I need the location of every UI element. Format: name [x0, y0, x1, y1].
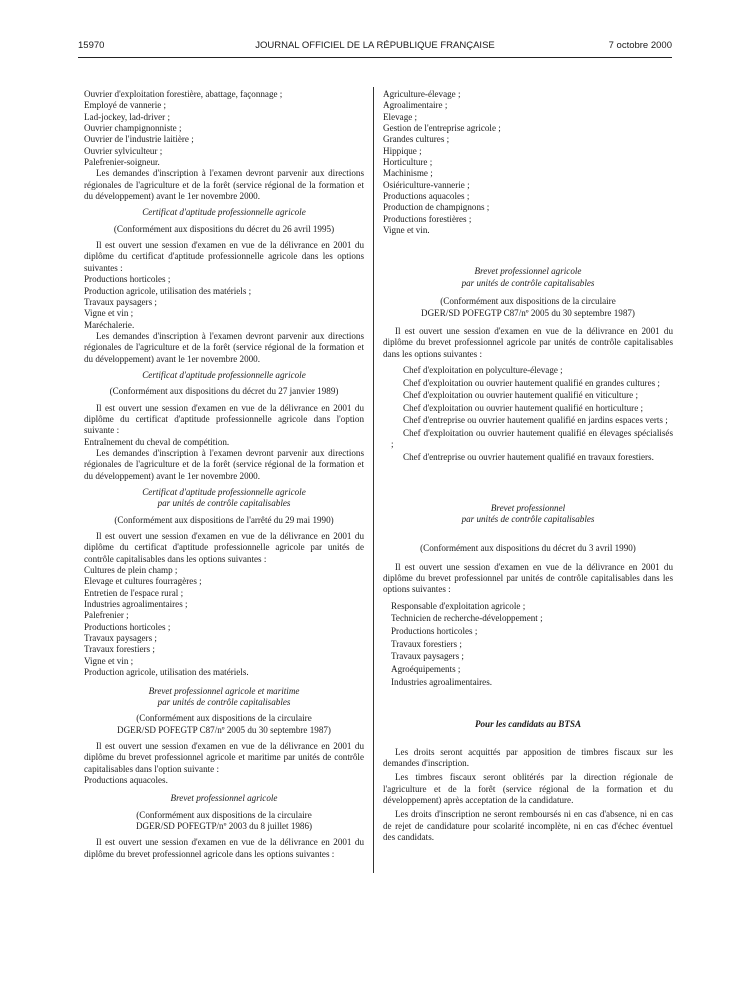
- section-reference: (Conformément aux dispositions du décret du 3 avril 1990): [420, 543, 636, 554]
- section-reference: (Conformément aux dispositions de l'arrêté du 29 mai 1990): [114, 514, 334, 525]
- section-subtitle: par unités de contrôle capitalisables: [157, 498, 291, 509]
- list-item: Travaux paysagers ;: [391, 651, 464, 662]
- right-column: [383, 89, 673, 843]
- list-item: Chef d'exploitation ou ouvrier hautement qualifié en grandes cultures ;: [403, 377, 660, 388]
- section-reference: (Conformément aux dispositions du décret du 26 avril 1995): [113, 223, 335, 234]
- list-item: Ouvrier champignonniste ;: [84, 123, 182, 134]
- list-item: Ouvrier de l'industrie laitière ;: [84, 134, 194, 145]
- section-title: Brevet professionnel agricole et maritime: [148, 685, 300, 696]
- list-item: Entretien de l'espace rural ;: [84, 587, 184, 598]
- section-title: Brevet professionnel agricole: [474, 266, 582, 277]
- list-item: Hippique ;: [383, 145, 422, 156]
- section-reference: (Conformément aux dispositions de la circulaire: [136, 809, 312, 820]
- section-title: Brevet professionnel: [490, 502, 566, 513]
- list-item: Production agricole, utilisation des matériels ;: [84, 285, 252, 296]
- list-item: Travaux paysagers ;: [84, 633, 157, 644]
- list-item: Machinisme ;: [383, 168, 433, 179]
- section-title: Pour les candidats au BTSA: [474, 719, 582, 730]
- list-item: Productions horticoles ;: [391, 626, 478, 637]
- list-item: Productions forestières ;: [383, 213, 472, 224]
- list-item: Entraînement du cheval de compétition.: [84, 436, 230, 447]
- list-item: Productions horticoles ;: [84, 274, 171, 285]
- list-item: Agroalimentaire ;: [383, 100, 448, 111]
- list-item: Maréchalerie.: [84, 319, 135, 330]
- section-intro: Il est ouvert une session d'examen en vue de la délivrance en 2001 du diplôme du certificat d'aptitude professionnelle agricole dans les options suivantes :: [84, 240, 364, 273]
- section-reference: DGER/SD POFEGTP C87/nº 2005 du 30 septembre 1987): [421, 307, 635, 318]
- list-item: Chef d'exploitation ou ouvrier hautement qualifié en viticulture ;: [403, 390, 638, 401]
- list-item: Agroéquipements ;: [391, 663, 461, 674]
- list-item: Vigne et vin.: [383, 225, 430, 236]
- section-intro: Il est ouvert une session d'examen en vue de la délivrance en 2001 du diplôme du certificat d'aptitude professionnelle agricole dans l'option suivante :: [84, 402, 364, 436]
- section-intro: Il est ouvert une session d'examen en vue de la délivrance en 2001 du diplôme du certificat d'aptitude professionnelle agricole par unités de contrôle capitalisables dans les options suivantes :: [84, 531, 364, 564]
- section-intro: Il est ouvert une session d'examen en vue de la délivrance en 2001 du diplôme du brevet professionnel par unités de contrôle capitalisables dans les options suivantes :: [383, 561, 673, 595]
- header-rule: [78, 57, 672, 58]
- paragraph: Les timbres fiscaux seront oblitérés par la direction régionale de l'agriculture et de la forêt (service régional de la formation et du développement) après acceptation de la candidature.: [383, 772, 673, 805]
- list-item: Elevage ;: [383, 111, 418, 122]
- list-item: Industries agroalimentaires.: [391, 676, 493, 687]
- page-header: [78, 40, 672, 54]
- deadline-paragraph: Les demandes d'inscription à l'examen devront parvenir aux directions régionales de l'agriculture et de la forêt (service régional de la formation et du développement) avant le 1er novembre 2000.: [84, 447, 364, 481]
- list-item: Ouvrier sylviculteur ;: [84, 145, 163, 156]
- section-reference: (Conformément aux dispositions de la circulaire: [136, 713, 312, 724]
- list-item: Horticulture ;: [383, 157, 433, 168]
- section-title: Certificat d'aptitude professionnelle agricole: [142, 207, 306, 218]
- list-item: Chef d'exploitation ou ouvrier hautement qualifié en élevages spécialisés ;: [391, 428, 673, 450]
- list-item: Chef d'exploitation en polyculture-élevage ;: [403, 364, 563, 375]
- section-intro: Il est ouvert une session d'examen en vue de la délivrance en 2001 du diplôme du brevet professionnel agricole dans les options suivantes :: [84, 837, 364, 859]
- list-item: Osiériculture-vannerie ;: [383, 179, 470, 190]
- page-number: 15970: [78, 40, 105, 51]
- list-item: Productions horticoles ;: [84, 621, 171, 632]
- section-reference: DGER/SD POFEGTP C87/nº 2005 du 30 septembre 1987): [117, 724, 331, 735]
- deadline-paragraph: Les demandes d'inscription à l'examen devront parvenir aux directions régionales de l'agriculture et de la forêt (service régional de la formation et du développement) avant le 1er novembre 2000.: [84, 168, 364, 202]
- section-reference: (Conformément aux dispositions de la circulaire: [440, 296, 616, 307]
- list-item: Agriculture-élevage ;: [383, 89, 461, 99]
- list-item: Productions aquacoles ;: [383, 191, 470, 202]
- list-item: Travaux forestiers ;: [391, 638, 462, 649]
- journal-title: JOURNAL OFFICIEL DE LA RÉPUBLIQUE FRANÇAISE: [255, 40, 495, 51]
- list-item: Palefrenier-soigneur.: [84, 157, 160, 168]
- section-title: Certificat d'aptitude professionnelle agricole: [142, 369, 306, 380]
- paragraph: Les droits seront acquittés par apposition de timbres fiscaux sur les demandes d'inscription.: [383, 746, 673, 768]
- section-intro: Il est ouvert une session d'examen en vue de la délivrance en 2001 du diplôme du brevet professionnel agricole et maritime par unités de contrôle capitalisables dans l'option suivante :: [84, 740, 364, 774]
- list-item: Gestion de l'entreprise agricole ;: [383, 123, 501, 134]
- section-subtitle: par unités de contrôle capitalisables: [461, 514, 595, 525]
- section-title: Brevet professionnel agricole: [170, 793, 278, 804]
- list-item: Chef d'entreprise ou ouvrier hautement qualifié en travaux forestiers.: [403, 452, 654, 463]
- paragraph: Les droits d'inscription ne seront remboursés ni en cas d'absence, ni en cas de rejet de candidature pour scolarité incomplète, ni en cas d'échec éventuel des candidats.: [383, 809, 673, 842]
- list-item: Employé de vannerie ;: [84, 100, 167, 111]
- list-item: Industries agroalimentaires ;: [84, 599, 188, 610]
- list-item: Elevage et cultures fourragères ;: [84, 576, 202, 587]
- column-divider: [373, 87, 374, 873]
- left-column: [84, 89, 364, 860]
- list-item: Grandes cultures ;: [383, 134, 450, 145]
- list-item: Production agricole, utilisation des matériels.: [84, 667, 249, 678]
- list-item: Productions aquacoles.: [84, 774, 168, 785]
- list-item: Chef d'exploitation ou ouvrier hautement qualifié en horticulture ;: [403, 402, 644, 413]
- list-item: Production de champignons ;: [383, 202, 490, 213]
- deadline-paragraph: Les demandes d'inscription à l'examen devront parvenir aux directions régionales de l'agriculture et de la forêt (service régional de la formation et du développement) avant le 1er novembre 2000.: [84, 330, 364, 364]
- list-item: Vigne et vin ;: [84, 655, 134, 666]
- section-intro: Il est ouvert une session d'examen en vue de la délivrance en 2001 du diplôme du brevet professionnel agricole par unités de contrôle capitalisables dans les options suivantes :: [383, 325, 673, 359]
- list-item: Vigne et vin ;: [84, 308, 134, 319]
- list-item: Lad-jockey, lad-driver ;: [84, 111, 171, 122]
- section-reference: (Conformément aux dispositions du décret du 27 janvier 1989): [109, 386, 339, 397]
- section-subtitle: par unités de contrôle capitalisables: [157, 696, 291, 707]
- section-title: Certificat d'aptitude professionnelle agricole: [142, 487, 306, 497]
- section-reference: DGER/SD POFEGTP/nº 2003 du 8 juillet 1986): [135, 820, 313, 831]
- list-item: Cultures de plein champ ;: [84, 565, 178, 576]
- list-item: Ouvrier d'exploitation forestière, abattage, façonnage ;: [84, 89, 283, 99]
- list-item: Chef d'entreprise ou ouvrier hautement qualifié en jardins espaces verts ;: [403, 415, 668, 426]
- list-item: Technicien de recherche-développement ;: [391, 613, 543, 624]
- list-item: Travaux paysagers ;: [84, 296, 157, 307]
- section-subtitle: par unités de contrôle capitalisables: [461, 277, 595, 288]
- list-item: Palefrenier ;: [84, 610, 129, 621]
- list-item: Travaux forestiers ;: [84, 644, 155, 655]
- list-item: Responsable d'exploitation agricole ;: [391, 600, 526, 611]
- publication-date: 7 octobre 2000: [608, 40, 672, 51]
